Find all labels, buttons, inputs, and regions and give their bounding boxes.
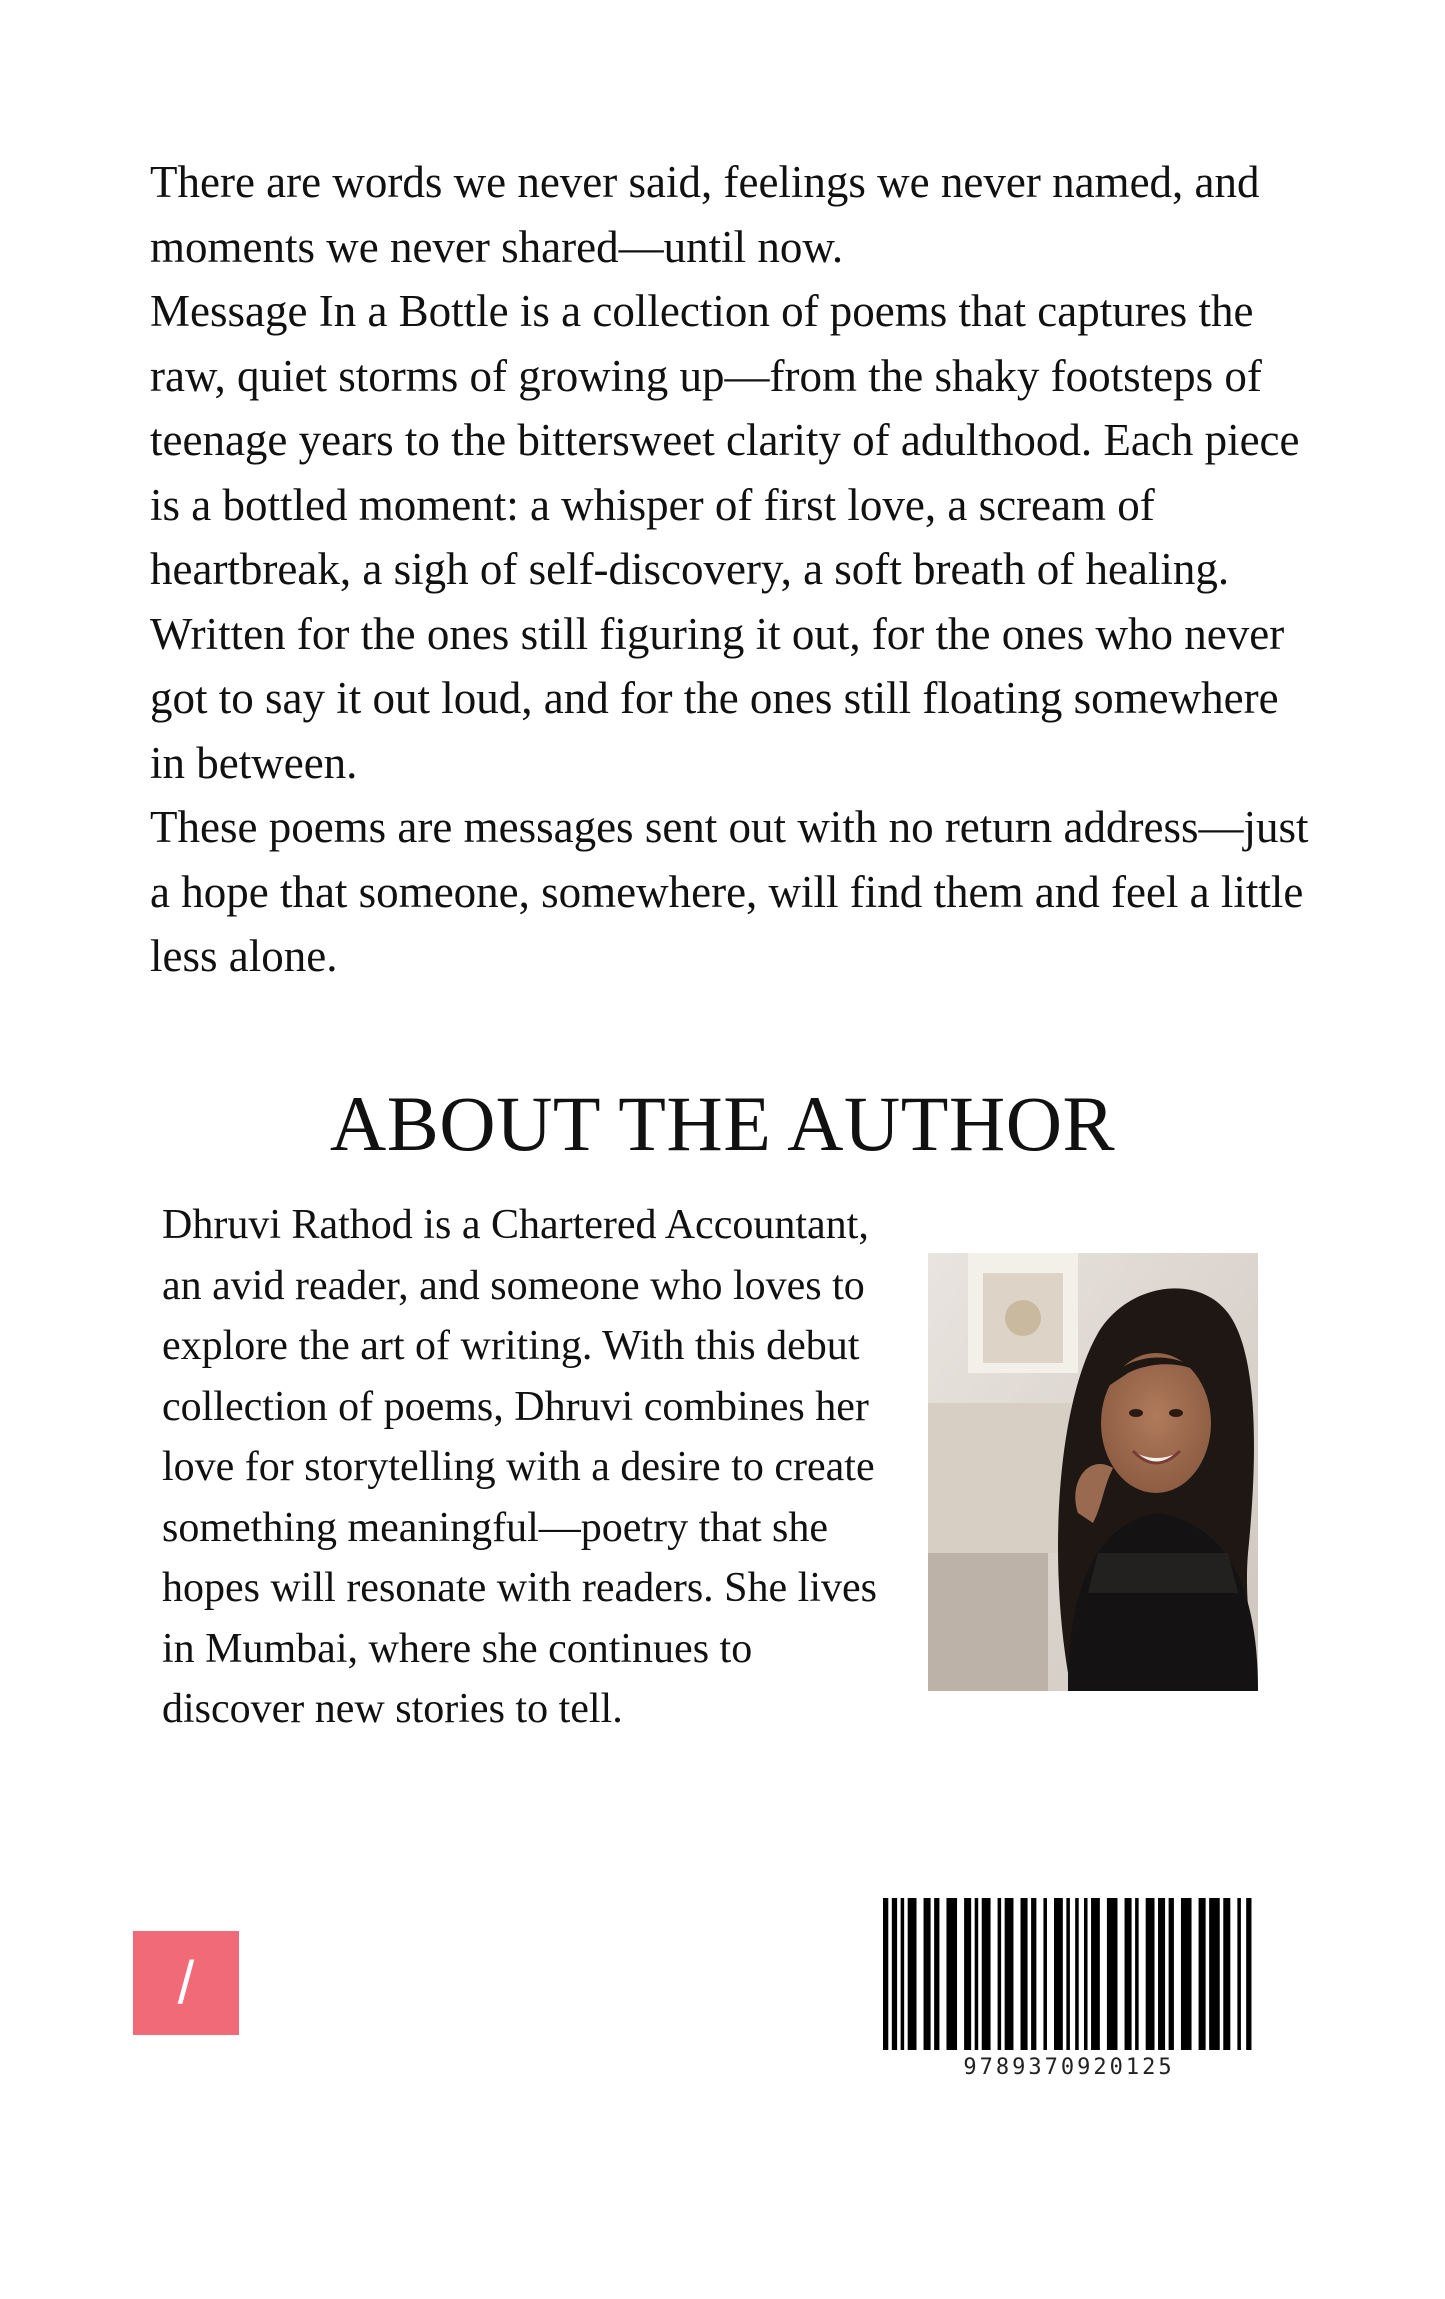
- barcode-bar: [1181, 1898, 1192, 2050]
- publisher-logo: [133, 1931, 239, 2035]
- barcode-bar: [934, 1898, 939, 2050]
- barcode-bar: [1084, 1898, 1088, 2050]
- barcode-bar: [1158, 1898, 1165, 2050]
- barcode-bar: [1091, 1898, 1100, 2050]
- barcode-bar: [1054, 1898, 1063, 2050]
- barcode-bar: [975, 1898, 979, 2050]
- blurb-paragraph: Written for the ones still figuring it out, for the ones who never got to say it out loud, and for the ones still floating somewhere in between.: [150, 608, 1285, 788]
- barcode-bar: [1209, 1898, 1220, 2050]
- barcode-bar: [883, 1898, 888, 2050]
- blurb-paragraph: There are words we never said, feelings we never named, and moments we never shared—until now.: [150, 157, 1260, 272]
- blurb-paragraph: Message In a Bottle is a collection of poems that captures the raw, quiet storms of growing up—from the shaky footsteps of teenage years to the bittersweet clarity of adulthood. Each piece is a bottled moment: a whisper of first love, a scream of heartbreak, a sigh of self-discovery, a soft breath of healing.: [150, 286, 1300, 594]
- barcode-bar: [1169, 1898, 1174, 2050]
- barcode-bar: [1223, 1898, 1230, 2050]
- about-author-heading: ABOUT THE AUTHOR: [329, 1080, 1116, 1167]
- back-cover-blurb: [150, 150, 1310, 989]
- isbn-barcode: [883, 1898, 1255, 2086]
- barcode-bar: [1005, 1898, 1014, 2050]
- barcode-bar: [1066, 1898, 1070, 2050]
- barcode-bar: [1237, 1898, 1241, 2050]
- barcode-bar: [1199, 1898, 1206, 2050]
- barcode-bar: [1021, 1898, 1028, 2050]
- barcode-bar: [1246, 1898, 1251, 2050]
- barcode-bar: [982, 1898, 991, 2050]
- barcode-bars: [883, 1898, 1255, 2050]
- barcode-bar: [908, 1898, 917, 2050]
- barcode-bar: [1075, 1898, 1079, 2050]
- barcode-bar: [1107, 1898, 1118, 2050]
- barcode-bar: [1031, 1898, 1036, 2050]
- isbn-number: 9789370920125: [963, 2055, 1175, 2080]
- author-bio: Dhruvi Rathod is a Chartered Accountant, an avid reader, and someone who loves to explore the art of writing. With this debut collection of poems, Dhruvi combines her love for storytelling with a desire to create something meaningful—poetry that she hopes will resonate with readers. She lives in Mumbai, where she continues to discover new stories to tell.: [162, 1202, 877, 1732]
- barcode-bar: [892, 1898, 897, 2050]
- blurb-paragraph: These poems are messages sent out with no return address—just a hope that someone, somewhere, will find them and feel a little less alone.: [150, 802, 1309, 981]
- barcode-bar: [924, 1898, 931, 2050]
- barcode-bar: [901, 1898, 905, 2050]
- barcode-bar: [998, 1898, 1002, 2050]
- barcode-bar: [1125, 1898, 1132, 2050]
- barcode-bar: [1135, 1898, 1139, 2050]
- barcode-bar: [946, 1898, 957, 2050]
- barcode-bar: [1146, 1898, 1155, 2050]
- barcode-bar: [964, 1898, 971, 2050]
- author-photo: [928, 1253, 1258, 1691]
- barcode-bar: [1043, 1898, 1047, 2050]
- publisher-logo-glyph: /: [177, 1949, 195, 2016]
